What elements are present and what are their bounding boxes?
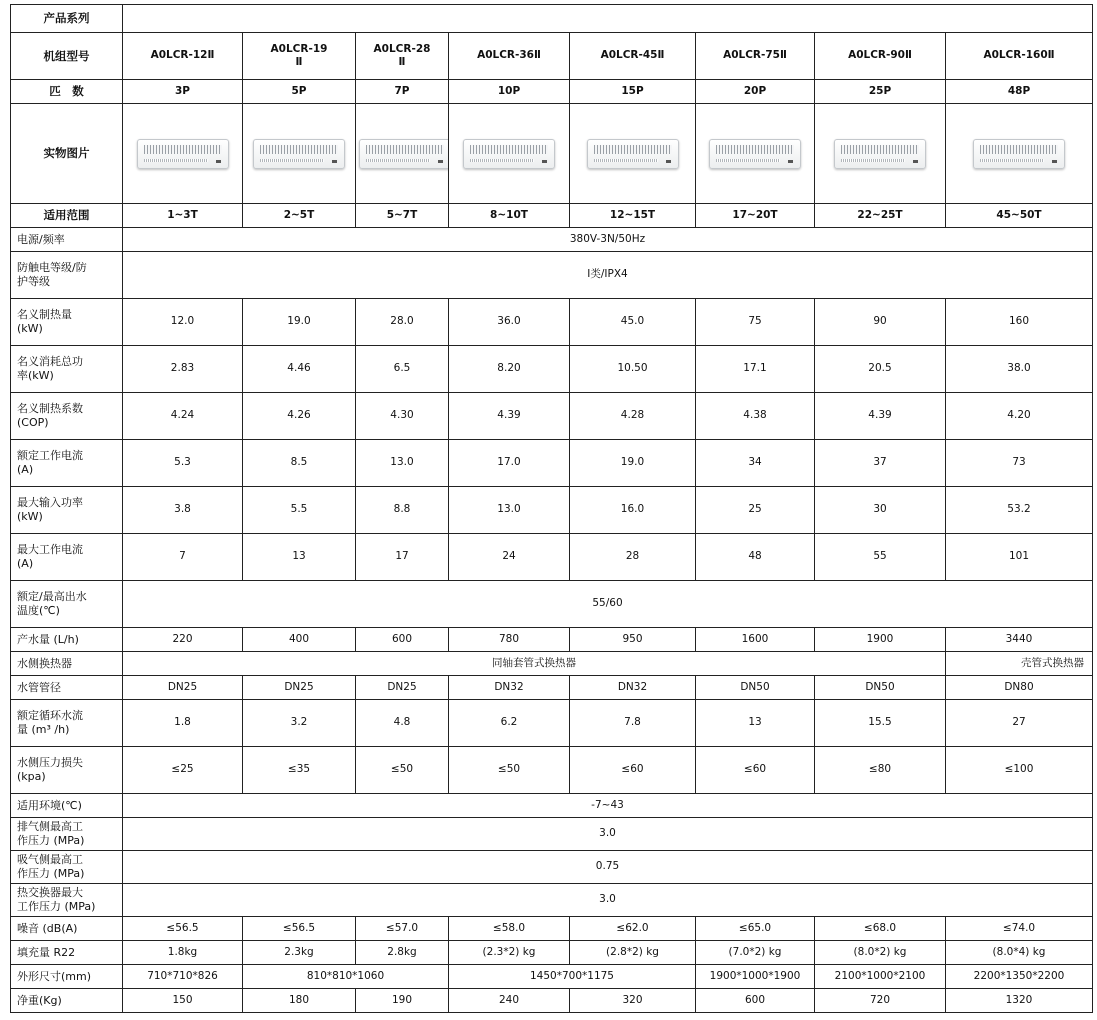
consume-cell: 8.20 [449,346,570,393]
weight-cell: 240 [449,989,570,1013]
maxin-cell: 5.5 [243,487,356,534]
noise-cell: ≤68.0 [815,917,946,941]
charge-cell: 2.8kg [356,941,449,965]
heat-pump-unit-icon [709,139,801,169]
current-cell: 73 [946,440,1093,487]
hp-cell: 25P [815,80,946,104]
row-consume [11,346,1093,393]
row-dim [11,965,1093,989]
heat-pump-unit-icon [253,139,345,169]
pressloss-cell: ≤60 [570,747,696,794]
model-cell: A0LCR-45Ⅱ [570,33,696,80]
photo-cell [123,104,243,204]
charge-cell: (8.0*4) kg [946,941,1093,965]
label-maxcur: 最大工作电流 (A) [11,534,123,581]
range-cell: 17~20T [696,204,815,228]
photo-cell [946,104,1093,204]
row-series [11,5,1093,33]
label-output: 产水量 (L/h) [11,628,123,652]
pressloss-cell: ≤35 [243,747,356,794]
cop-cell: 4.38 [696,393,815,440]
maxin-cell: 53.2 [946,487,1093,534]
label-pressloss: 水侧压力损失 (kpa) [11,747,123,794]
label-maxin: 最大输入功率 (kW) [11,487,123,534]
heat-cell: 19.0 [243,299,356,346]
row-power [11,228,1093,252]
pressloss-cell: ≤100 [946,747,1093,794]
exchanger-coaxial: 同轴套管式换热器 [123,652,946,676]
label-range: 适用范围 [11,204,123,228]
maxin-cell: 13.0 [449,487,570,534]
heat-cell: 36.0 [449,299,570,346]
flow-cell: 6.2 [449,700,570,747]
noise-cell: ≤58.0 [449,917,570,941]
model-cell: A0LCR-12Ⅱ [123,33,243,80]
maxcur-cell: 48 [696,534,815,581]
pressloss-cell: ≤50 [356,747,449,794]
heat-cell: 90 [815,299,946,346]
hp-cell: 7P [356,80,449,104]
exchanger-shell-tube: 壳管式换热器 [946,652,1093,676]
spec-table [10,4,1093,1013]
flow-cell: 4.8 [356,700,449,747]
cop-cell: 4.28 [570,393,696,440]
label-flow: 额定循环水流 量 (m³ /h) [11,700,123,747]
charge-cell: (2.3*2) kg [449,941,570,965]
model-cell: A0LCR-19 Ⅱ [243,33,356,80]
current-cell: 34 [696,440,815,487]
row-maxcur [11,534,1093,581]
label-hp: 匹 数 [11,80,123,104]
exhaust-value: 3.0 [123,818,1093,851]
charge-cell: 1.8kg [123,941,243,965]
weight-cell: 1320 [946,989,1093,1013]
row-pressloss [11,747,1093,794]
label-hxpress: 热交换器最大 工作压力 (MPa) [11,884,123,917]
photo-cell [356,104,449,204]
row-suction [11,851,1093,884]
maxcur-cell: 28 [570,534,696,581]
range-cell: 12~15T [570,204,696,228]
heat-pump-unit-icon [834,139,926,169]
hp-cell: 5P [243,80,356,104]
model-cell: A0LCR-160Ⅱ [946,33,1093,80]
row-exchanger [11,652,1093,676]
maxcur-cell: 17 [356,534,449,581]
output-cell: 780 [449,628,570,652]
noise-cell: ≤56.5 [243,917,356,941]
maxin-cell: 16.0 [570,487,696,534]
heat-cell: 12.0 [123,299,243,346]
label-pipe: 水管管径 [11,676,123,700]
row-range [11,204,1093,228]
flow-cell: 15.5 [815,700,946,747]
label-heat: 名义制热量 (kW) [11,299,123,346]
range-cell: 8~10T [449,204,570,228]
model-cell: A0LCR-36Ⅱ [449,33,570,80]
pipe-cell: DN25 [123,676,243,700]
output-cell: 1600 [696,628,815,652]
heat-pump-unit-icon [137,139,229,169]
protect-value: Ⅰ类/IPX4 [123,252,1093,299]
heat-pump-unit-icon [359,139,449,169]
noise-cell: ≤56.5 [123,917,243,941]
series-value [123,5,1093,33]
row-maxin [11,487,1093,534]
noise-cell: ≤65.0 [696,917,815,941]
photo-cell [696,104,815,204]
charge-cell: (2.8*2) kg [570,941,696,965]
model-cell: A0LCR-75Ⅱ [696,33,815,80]
row-protect [11,252,1093,299]
label-weight: 净重(Kg) [11,989,123,1013]
weight-cell: 320 [570,989,696,1013]
hp-cell: 20P [696,80,815,104]
pipe-cell: DN80 [946,676,1093,700]
row-cop [11,393,1093,440]
row-exhaust [11,818,1093,851]
suction-value: 0.75 [123,851,1093,884]
current-cell: 8.5 [243,440,356,487]
pipe-cell: DN25 [243,676,356,700]
label-watertemp: 额定/最高出水 温度(℃) [11,581,123,628]
label-model: 机组型号 [11,33,123,80]
current-cell: 37 [815,440,946,487]
pressloss-cell: ≤80 [815,747,946,794]
consume-cell: 17.1 [696,346,815,393]
hp-cell: 15P [570,80,696,104]
row-noise [11,917,1093,941]
hp-cell: 48P [946,80,1093,104]
power-value: 380V-3N/50Hz [123,228,1093,252]
noise-cell: ≤57.0 [356,917,449,941]
pressloss-cell: ≤25 [123,747,243,794]
maxin-cell: 30 [815,487,946,534]
pressloss-cell: ≤50 [449,747,570,794]
label-exchanger: 水侧换热器 [11,652,123,676]
range-cell: 5~7T [356,204,449,228]
dim-cell: 1450*700*1175 [449,965,696,989]
label-current: 额定工作电流 (A) [11,440,123,487]
photo-cell [570,104,696,204]
noise-cell: ≤74.0 [946,917,1093,941]
pipe-cell: DN32 [449,676,570,700]
flow-cell: 13 [696,700,815,747]
row-weight [11,989,1093,1013]
dim-cell: 810*810*1060 [243,965,449,989]
maxin-cell: 25 [696,487,815,534]
hxpress-value: 3.0 [123,884,1093,917]
weight-cell: 600 [696,989,815,1013]
maxcur-cell: 24 [449,534,570,581]
maxin-cell: 8.8 [356,487,449,534]
weight-cell: 150 [123,989,243,1013]
row-env [11,794,1093,818]
pipe-cell: DN32 [570,676,696,700]
label-consume: 名义消耗总功 率(kW) [11,346,123,393]
row-watertemp [11,581,1093,628]
row-model [11,33,1093,80]
weight-cell: 190 [356,989,449,1013]
row-charge [11,941,1093,965]
dim-cell: 710*710*826 [123,965,243,989]
cop-cell: 4.20 [946,393,1093,440]
photo-cell [449,104,570,204]
current-cell: 19.0 [570,440,696,487]
hp-cell: 3P [123,80,243,104]
pipe-cell: DN25 [356,676,449,700]
label-power: 电源/频率 [11,228,123,252]
row-pipe [11,676,1093,700]
range-cell: 2~5T [243,204,356,228]
label-exhaust: 排气侧最高工 作压力 (MPa) [11,818,123,851]
label-noise: 噪音 (dB(A) [11,917,123,941]
flow-cell: 7.8 [570,700,696,747]
output-cell: 400 [243,628,356,652]
dim-cell: 1900*1000*1900 [696,965,815,989]
output-cell: 950 [570,628,696,652]
consume-cell: 4.46 [243,346,356,393]
heat-pump-unit-icon [463,139,555,169]
model-cell: A0LCR-90Ⅱ [815,33,946,80]
range-cell: 1~3T [123,204,243,228]
maxcur-cell: 7 [123,534,243,581]
consume-cell: 20.5 [815,346,946,393]
label-suction: 吸气侧最高工 作压力 (MPa) [11,851,123,884]
output-cell: 3440 [946,628,1093,652]
consume-cell: 6.5 [356,346,449,393]
weight-cell: 180 [243,989,356,1013]
output-cell: 600 [356,628,449,652]
range-cell: 22~25T [815,204,946,228]
heat-cell: 28.0 [356,299,449,346]
dim-cell: 2100*1000*2100 [815,965,946,989]
heat-cell: 75 [696,299,815,346]
weight-cell: 720 [815,989,946,1013]
consume-cell: 2.83 [123,346,243,393]
model-cell: A0LCR-28 Ⅱ [356,33,449,80]
current-cell: 5.3 [123,440,243,487]
cop-cell: 4.30 [356,393,449,440]
label-series: 产品系列 [11,5,123,33]
label-cop: 名义制热系数 (COP) [11,393,123,440]
charge-cell: (8.0*2) kg [815,941,946,965]
hp-cell: 10P [449,80,570,104]
heat-pump-unit-icon [587,139,679,169]
watertemp-value: 55/60 [123,581,1093,628]
range-cell: 45~50T [946,204,1093,228]
flow-cell: 1.8 [123,700,243,747]
row-hp [11,80,1093,104]
pipe-cell: DN50 [815,676,946,700]
row-flow [11,700,1093,747]
output-cell: 1900 [815,628,946,652]
photo-cell [815,104,946,204]
row-output [11,628,1093,652]
row-heat [11,299,1093,346]
row-current [11,440,1093,487]
flow-cell: 3.2 [243,700,356,747]
maxcur-cell: 101 [946,534,1093,581]
noise-cell: ≤62.0 [570,917,696,941]
heat-pump-unit-icon [973,139,1065,169]
label-charge: 填充量 R22 [11,941,123,965]
heat-cell: 45.0 [570,299,696,346]
photo-cell [243,104,356,204]
cop-cell: 4.39 [815,393,946,440]
consume-cell: 10.50 [570,346,696,393]
dim-cell: 2200*1350*2200 [946,965,1093,989]
row-photo [11,104,1093,204]
cop-cell: 4.39 [449,393,570,440]
maxcur-cell: 55 [815,534,946,581]
label-dim: 外形尺寸(mm) [11,965,123,989]
maxin-cell: 3.8 [123,487,243,534]
consume-cell: 38.0 [946,346,1093,393]
env-value: -7~43 [123,794,1093,818]
current-cell: 17.0 [449,440,570,487]
heat-cell: 160 [946,299,1093,346]
flow-cell: 27 [946,700,1093,747]
cop-cell: 4.24 [123,393,243,440]
pressloss-cell: ≤60 [696,747,815,794]
charge-cell: 2.3kg [243,941,356,965]
row-hxpress [11,884,1093,917]
label-env: 适用环境(℃) [11,794,123,818]
label-photo: 实物图片 [11,104,123,204]
cop-cell: 4.26 [243,393,356,440]
current-cell: 13.0 [356,440,449,487]
pipe-cell: DN50 [696,676,815,700]
label-protect: 防触电等级/防 护等级 [11,252,123,299]
output-cell: 220 [123,628,243,652]
charge-cell: (7.0*2) kg [696,941,815,965]
maxcur-cell: 13 [243,534,356,581]
